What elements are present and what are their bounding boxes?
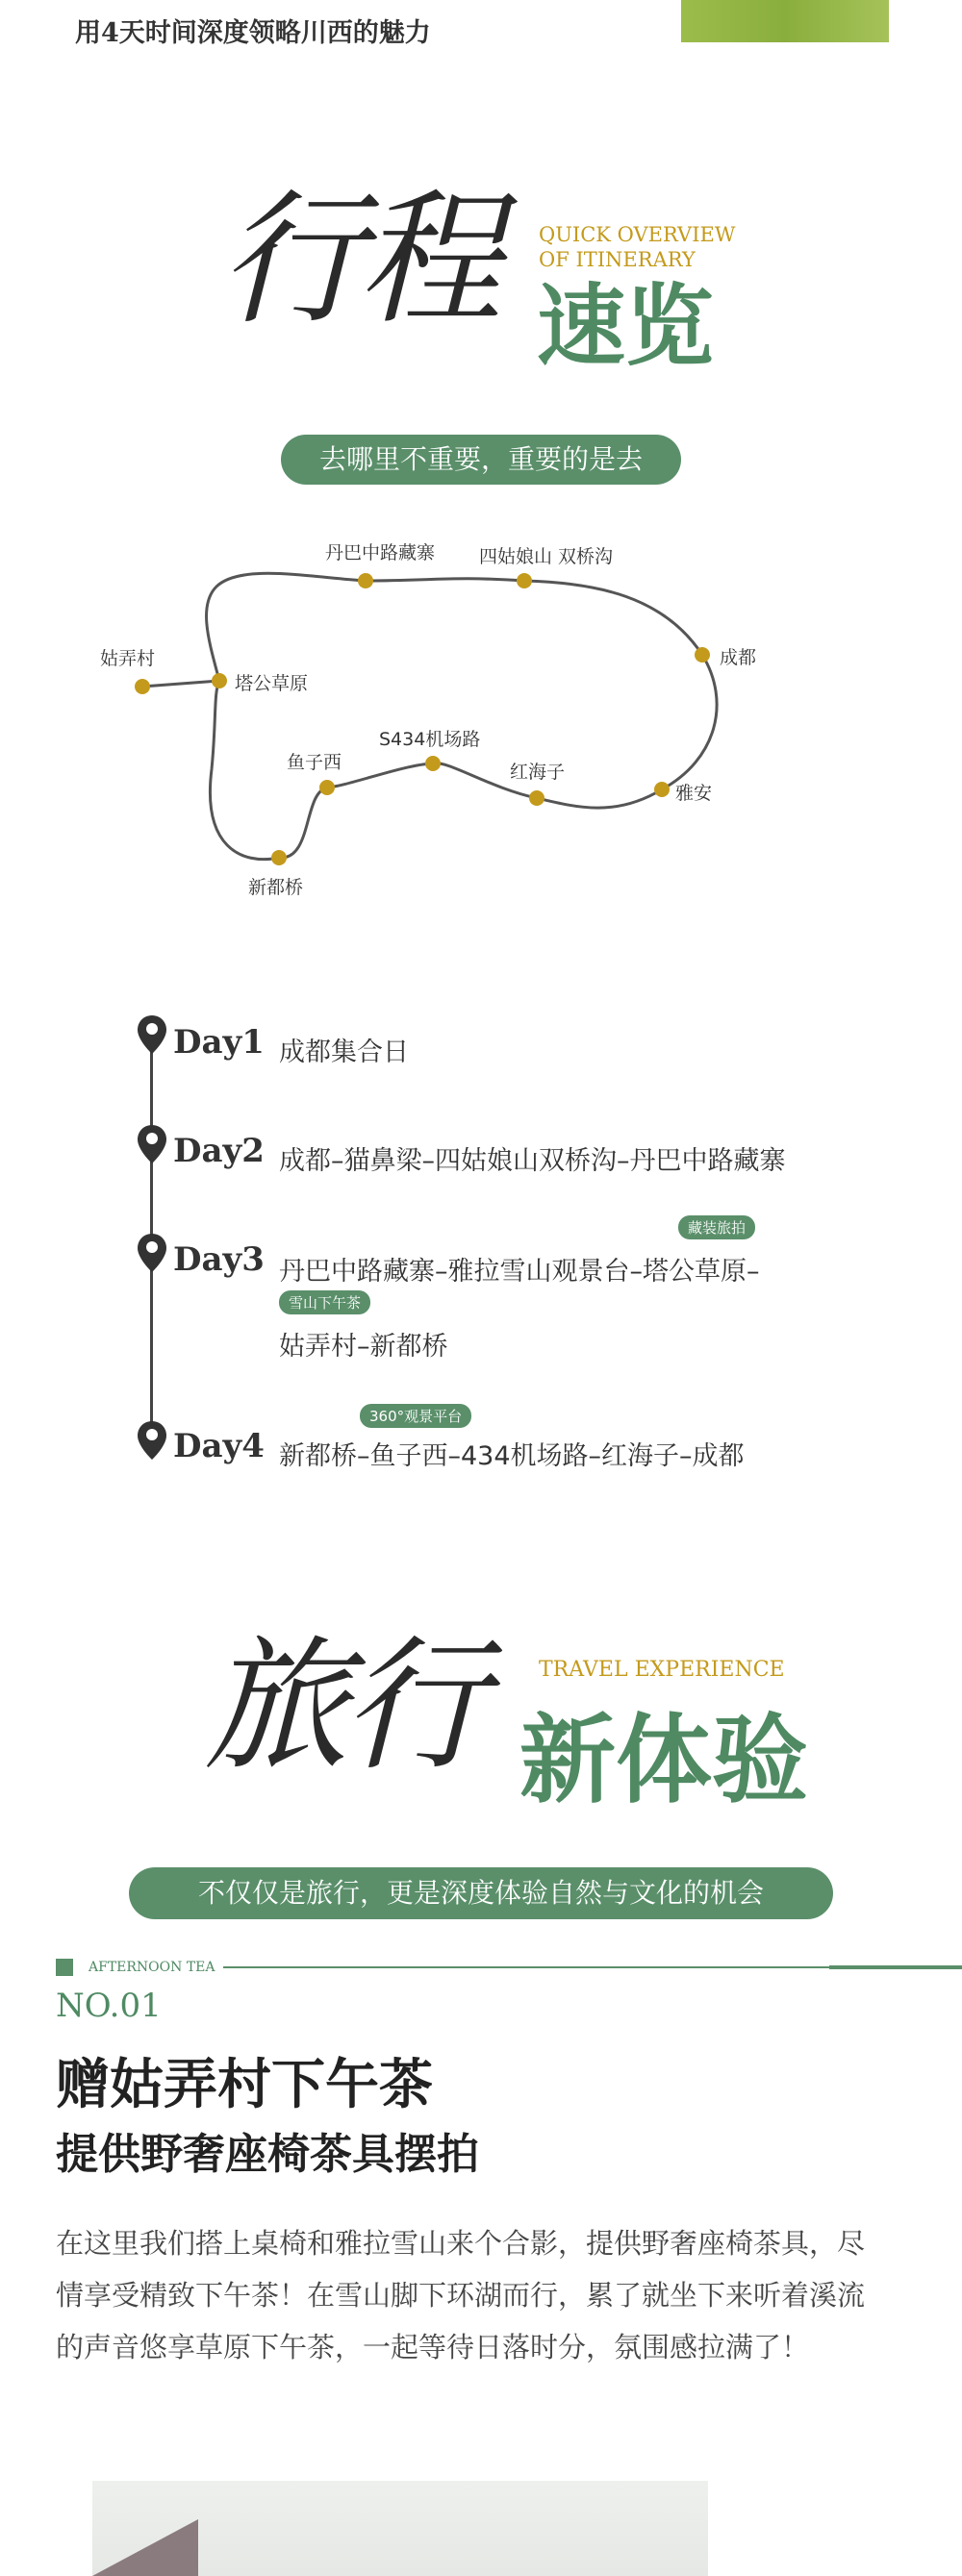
day4-text: 新都桥–鱼子西–434机场路–红海子–成都: [279, 1441, 745, 1471]
overview-en-line1: QUICK OVERVIEW: [539, 223, 736, 246]
tag-snow-tea: 雪山下午茶: [279, 1290, 370, 1314]
day3-title: Day3: [173, 1240, 265, 1279]
location-pin-icon: [138, 1421, 166, 1460]
feature-title: 赠姑弄村下午茶: [56, 2053, 433, 2116]
feature-number: NO.01: [56, 1987, 162, 2025]
stop-label-yaan: 雅安: [675, 783, 713, 804]
header-photo: [681, 0, 889, 42]
overview-brush-title: 行程: [219, 177, 497, 344]
day3-text-line2: 姑弄村–新都桥: [279, 1332, 448, 1362]
tent-shape: [92, 2519, 198, 2576]
experience-brush-title: 旅行: [204, 1623, 482, 1790]
tag-360-platform: 360°观景平台: [360, 1404, 471, 1428]
stop-dot-danba: [358, 573, 373, 588]
stop-dot-tagong: [212, 673, 227, 688]
feature-subtitle: 提供野奢座椅茶具摆拍: [56, 2130, 479, 2179]
location-pin-icon: [138, 1234, 166, 1272]
overview-slogan: 去哪里不重要，重要的是去: [281, 435, 681, 485]
header-subtitle: 用4天时间深度领略川西的魅力: [75, 18, 431, 48]
stop-dot-s434: [425, 756, 441, 771]
stop-dot-gunong: [135, 679, 150, 694]
section-divider: [223, 1966, 829, 1968]
stop-label-tagong: 塔公草原: [235, 673, 309, 694]
stop-label-yuzixi: 鱼子西: [287, 752, 342, 773]
day3-text: 丹巴中路藏寨–雅拉雪山观景台–塔公草原–: [279, 1257, 760, 1287]
stop-label-danba: 丹巴中路藏寨: [325, 542, 436, 563]
day4-title: Day4: [173, 1427, 265, 1465]
stop-dot-chengdu: [695, 647, 710, 663]
tag-costume-photo: 藏装旅拍: [678, 1215, 755, 1239]
location-pin-icon: [138, 1125, 166, 1163]
location-pin-icon: [138, 1015, 166, 1054]
stop-dot-xinduqiao: [271, 850, 287, 865]
day2-text: 成都–猫鼻梁–四姑娘山双桥沟–丹巴中路藏寨: [279, 1146, 786, 1176]
stop-label-chengdu: 成都: [720, 647, 757, 668]
experience-en: TRAVEL EXPERIENCE: [539, 1658, 785, 1682]
day1-title: Day1: [173, 1023, 265, 1062]
feature-body: 在这里我们搭上桌椅和雅拉雪山来个合影，提供野奢座椅茶具，尽情享受精致下午茶！在雪山脚下环湖而行，累了就坐下来听着溪流的声音悠享草原下午茶，一起等待日落时分，氛围感拉满了！: [56, 2227, 866, 2363]
stop-label-xinduqiao: 新都桥: [248, 877, 304, 898]
overview-green-title: 速览: [537, 275, 715, 378]
section-tag: AFTERNOON TEA: [89, 1960, 215, 1975]
stop-dot-yuzixi: [319, 780, 335, 795]
stop-label-honghaizi: 红海子: [510, 762, 566, 783]
stop-dot-honghaizi: [529, 790, 544, 806]
experience-slogan: 不仅仅是旅行，更是深度体验自然与文化的机会: [129, 1867, 833, 1919]
stop-label-gunong: 姑弄村: [100, 648, 156, 669]
day1-text: 成都集合日: [279, 1038, 409, 1067]
experience-green-title: 新体验: [519, 1704, 808, 1816]
stop-dot-siguniang: [517, 573, 532, 588]
route-branch: [142, 681, 219, 687]
day2-title: Day2: [173, 1132, 265, 1170]
stop-label-s434: S434机场路: [379, 729, 481, 750]
stop-dot-yaan: [654, 782, 670, 797]
stop-label-siguniang: 四姑娘山 双桥沟: [479, 546, 614, 567]
overview-en-line2: OF ITINERARY: [539, 248, 696, 271]
section-marker: [56, 1959, 73, 1976]
section-divider-accent: [829, 1965, 962, 1969]
route-line: [207, 573, 718, 859]
